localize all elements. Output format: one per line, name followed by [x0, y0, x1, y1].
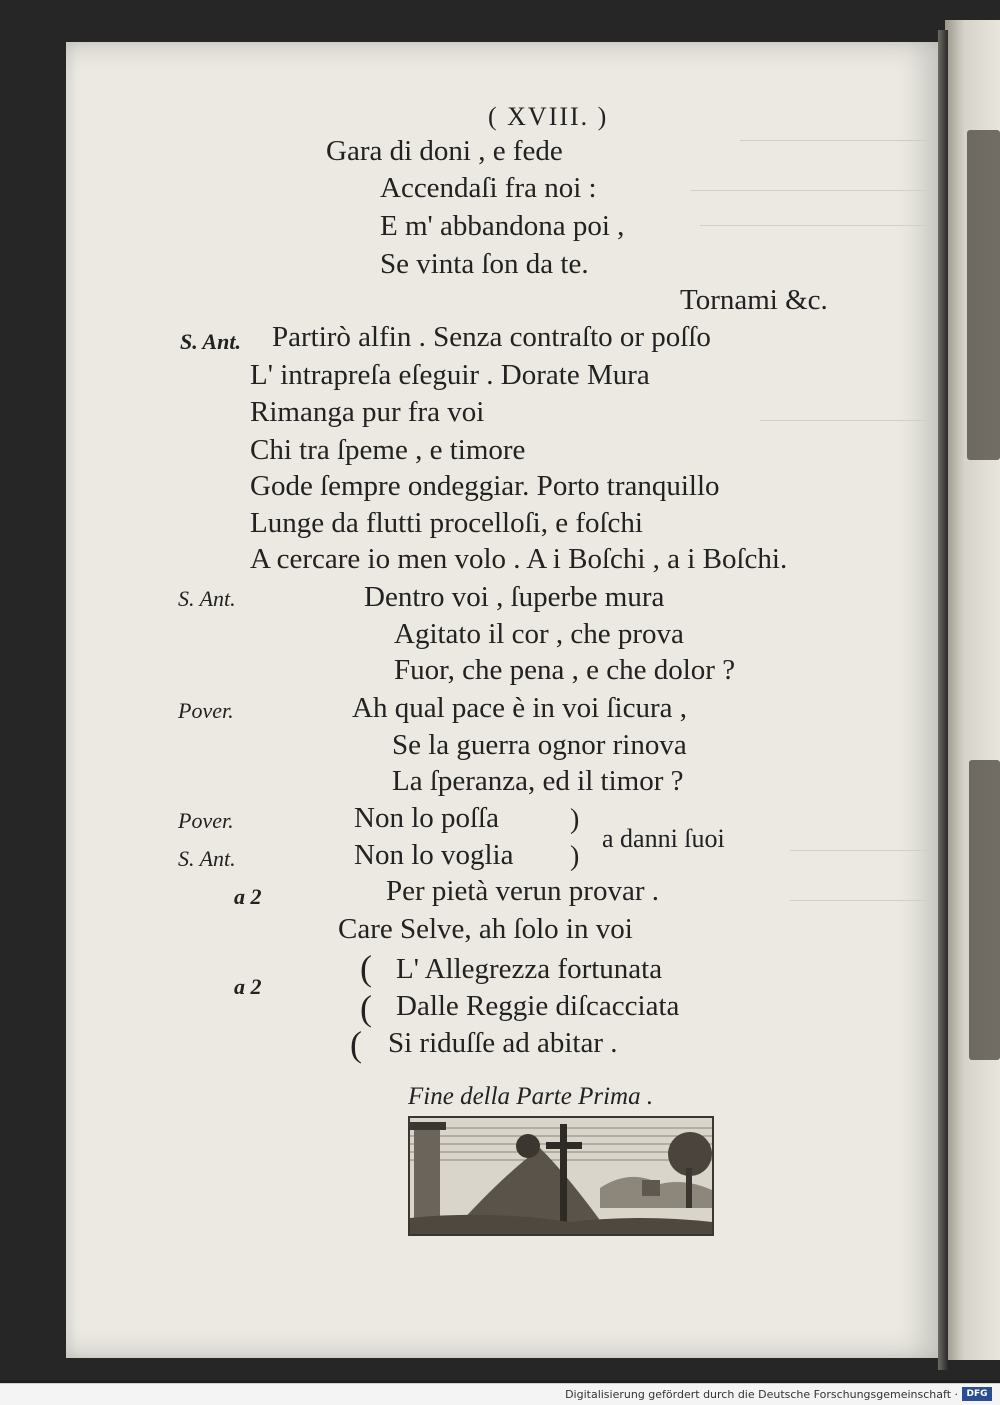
part-ending: Fine della Parte Prima . — [408, 1083, 654, 1110]
verse-line: Gara di doni , e fede — [326, 135, 563, 167]
verse-line: A cercare io men volo . A i Boſchi , a i Boſchi. — [250, 543, 788, 575]
verse-line: Dalle Reggie diſcacciata — [396, 990, 680, 1022]
verse-line: Chi tra ſpeme , e timore — [250, 434, 526, 466]
dfg-logo: DFG — [962, 1387, 992, 1401]
verse-line: Gode ſempre ondeggiar. Porto tranquillo — [250, 470, 720, 502]
verse-line: Rimanga pur fra voi — [250, 396, 485, 428]
verse-line: Accendaſi fra noi : — [380, 172, 597, 204]
bracket: ( — [350, 1024, 362, 1064]
verse-line: L' Allegrezza fortunata — [396, 953, 663, 985]
verse-line: Fuor, che pena , e che dolor ? — [394, 654, 736, 686]
verse-line: Care Selve, ah ſolo in voi — [338, 913, 633, 945]
verse-line: Tornami &c. — [680, 284, 828, 316]
verse-line: Se la guerra ognor rinova — [392, 729, 687, 761]
footer-bar — [0, 1383, 1000, 1405]
bracket: ( — [360, 988, 372, 1028]
verse-line: La ſperanza, ed il timor ? — [392, 765, 684, 797]
speaker-label: S. Ant. — [178, 586, 236, 611]
verse-line: E m' abbandona poi , — [380, 210, 625, 242]
verse-line: Per pietà verun provar . — [386, 875, 659, 907]
verse-line: Agitato il cor , che prova — [394, 618, 684, 650]
verse-line: L' intrapreſa eſeguir . Dorate Mura — [250, 359, 650, 391]
speaker-label: Pover. — [178, 808, 234, 833]
bracket: ) — [570, 804, 580, 835]
running-head: ( XVIII. ) — [488, 102, 609, 131]
verse-line: Si riduſſe ad abitar . — [388, 1027, 618, 1059]
page-fold-shadow — [938, 30, 948, 1370]
engraved-vignette — [408, 1116, 714, 1236]
speaker-label: S. Ant. — [180, 329, 241, 354]
speaker-label: Pover. — [178, 698, 234, 723]
speaker-label: a 2 — [234, 974, 262, 999]
verse-line: Partirò alfin . Senza contraſto or poſſo — [272, 321, 711, 353]
verse-line: Non lo poſſa — [354, 802, 499, 834]
funding-notice: Digitalisierung gefördert durch die Deutsche Forschungsgemeinschaft · — [565, 1388, 958, 1401]
verse-line: a danni ſuoi — [602, 824, 725, 853]
speaker-label: a 2 — [234, 884, 262, 909]
verse-line: Lunge da flutti procelloſi, e foſchi — [250, 507, 643, 539]
speaker-label: S. Ant. — [178, 846, 236, 871]
facing-page-edge — [945, 20, 1000, 1360]
bracket: ) — [570, 841, 580, 872]
verse-line: Dentro voi , ſuperbe mura — [364, 581, 665, 613]
verse-line: Ah qual pace è in voi ſicura , — [352, 692, 687, 724]
bracket: ( — [360, 948, 372, 988]
verse-line: Se vinta ſon da te. — [380, 248, 589, 280]
verse-line: Non lo voglia — [354, 839, 514, 871]
